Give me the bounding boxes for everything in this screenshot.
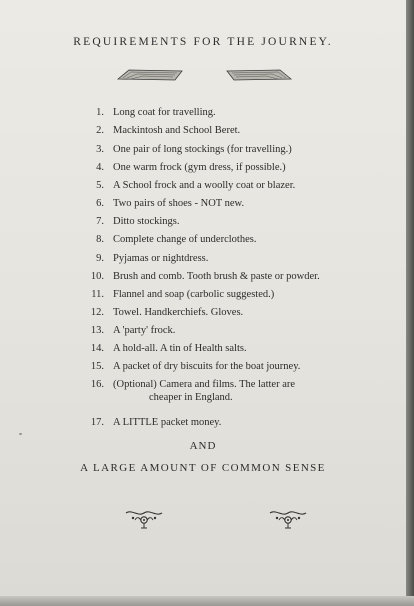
item-number: 6. bbox=[96, 198, 104, 209]
item-text-line: (Optional) Camera and films. The latter are bbox=[113, 379, 296, 390]
item-number: 7. bbox=[96, 216, 104, 227]
item-text: Ditto stockings. bbox=[113, 216, 180, 227]
item-number: 1. bbox=[96, 107, 104, 118]
item-text: Brush and comb. Tooth brush & paste or powder. bbox=[113, 271, 320, 282]
right-pen-ornament-icon bbox=[226, 68, 292, 82]
item-text: A School frock and a woolly coat or blazer. bbox=[113, 180, 296, 191]
item-number: 2. bbox=[96, 125, 104, 136]
item-text: Towel. Handkerchiefs. Gloves. bbox=[113, 307, 244, 318]
page-title: REQUIREMENTS FOR THE JOURNEY. bbox=[73, 36, 333, 48]
item-number: 4. bbox=[96, 162, 104, 173]
item-text: Long coat for travelling. bbox=[113, 107, 216, 118]
item-text bbox=[113, 378, 396, 404]
item-number: 8. bbox=[96, 234, 104, 245]
item-number: 15. bbox=[90, 361, 104, 372]
item-number: 13. bbox=[90, 325, 104, 336]
item-text: A hold-all. A tin of Health salts. bbox=[113, 343, 247, 354]
left-pen-ornament-icon bbox=[117, 68, 183, 82]
item-text: Flannel and soap (carbolic suggested.) bbox=[113, 289, 275, 300]
item-text: Pyjamas or nightdress. bbox=[113, 253, 209, 264]
item-number: 10. bbox=[90, 271, 104, 282]
item-text: One pair of long stockings (for travelling.) bbox=[113, 144, 292, 155]
paper-speck bbox=[19, 433, 22, 435]
and-heading: AND bbox=[189, 440, 217, 452]
item-text: A packet of dry biscuits for the boat journey. bbox=[113, 361, 301, 372]
page-edge-right bbox=[406, 0, 414, 606]
item-number: 11. bbox=[91, 289, 104, 300]
item-text-continuation: cheaper in England. bbox=[149, 392, 233, 403]
item-text: Mackintosh and School Beret. bbox=[113, 125, 241, 136]
item-number: 17. bbox=[90, 417, 104, 428]
right-fleuron-icon bbox=[268, 508, 308, 530]
item-text: Complete change of underclothes. bbox=[113, 234, 257, 245]
item-number: 16. bbox=[90, 379, 104, 390]
item-number: 9. bbox=[96, 253, 104, 264]
item-number: 14. bbox=[90, 343, 104, 354]
item-number: 5. bbox=[96, 180, 104, 191]
item-text: A 'party' frock. bbox=[113, 325, 176, 336]
item-number: 12. bbox=[90, 307, 104, 318]
item-text: One warm frock (gym dress, if possible.) bbox=[113, 162, 286, 173]
closing-line: A LARGE AMOUNT OF COMMON SENSE bbox=[80, 462, 326, 474]
item-text: A LITTLE packet money. bbox=[113, 417, 222, 428]
item-number: 3. bbox=[96, 144, 104, 155]
page-edge-bottom bbox=[0, 596, 414, 606]
item-text: Two pairs of shoes - NOT new. bbox=[113, 198, 245, 209]
left-fleuron-icon bbox=[124, 508, 164, 530]
